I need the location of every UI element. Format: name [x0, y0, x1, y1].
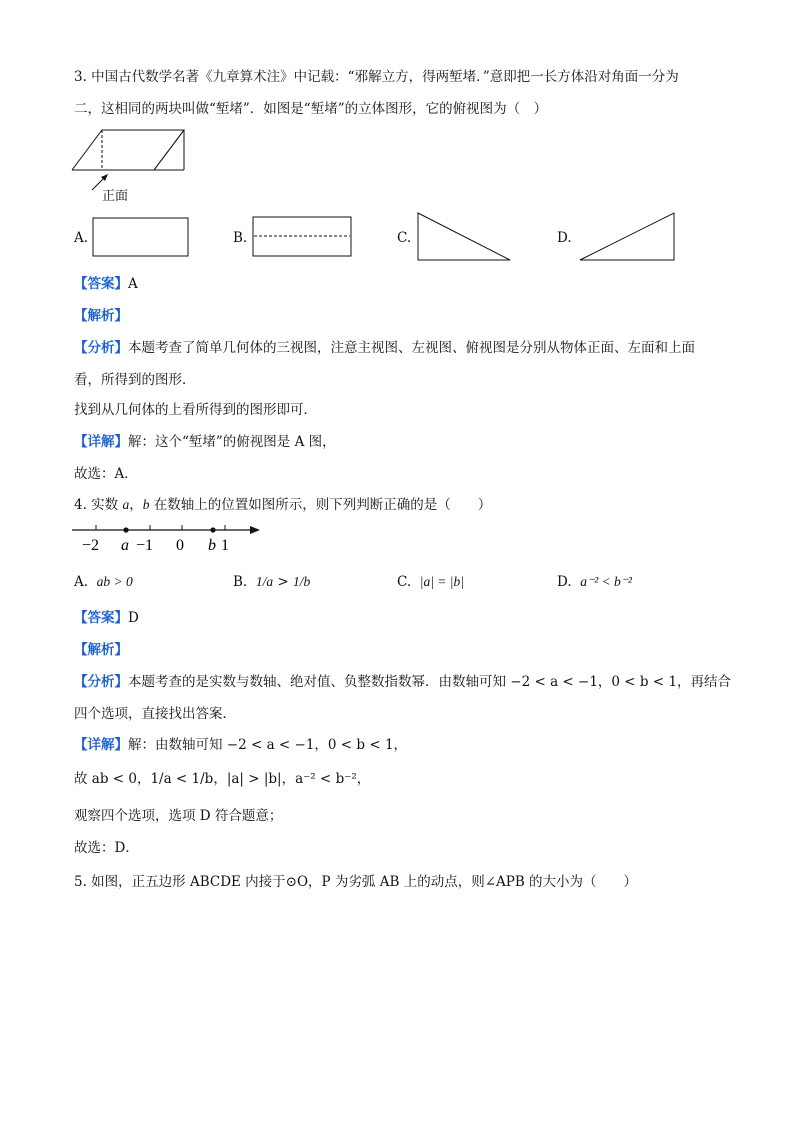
- q4-fenxi-text1: 本题考查的是实数与数轴、绝对值、负整数指数幂．由数轴可知 −2 < a < −1，0 < b < 1，再结合: [128, 674, 732, 690]
- q3-option-c-figure: [416, 211, 513, 263]
- q4-fenxi-line1: [74, 673, 731, 691]
- q4-stem: [74, 496, 491, 514]
- q3-fenxi-line1: [74, 339, 695, 357]
- q4-option-c-label: C.: [397, 574, 412, 590]
- q4-detail-line3: 观察四个选项，选项 D 符合题意；: [74, 808, 283, 824]
- q4-option-d-label: D.: [557, 574, 572, 590]
- q4-stem-end: 在数轴上的位置如图所示，则下列判断正确的是（ ）: [149, 497, 492, 513]
- q4-option-d: [557, 573, 632, 591]
- q4-option-b: B. 1/a > 1/b: [233, 574, 311, 590]
- q4-fenxi-tag: 【分析】: [74, 674, 128, 690]
- q3-fenxi-line2: 看，所得到的图形．: [74, 372, 196, 388]
- q3-answer: [74, 275, 138, 293]
- q3-stem-line1: 3. 中国古代数学名著《九章算术注》中记载：“邪解立方，得两堑堵．”意即把一长方体沿对角面一分为: [74, 69, 679, 85]
- q4-conclusion: 故选：D．: [74, 840, 139, 856]
- q4-option-b-left: 1/a: [255, 574, 274, 589]
- q3-fenxi-tag: 【分析】: [74, 340, 128, 356]
- q4-option-a-math: ab > 0: [96, 574, 133, 589]
- q3-analysis-tag: 【解析】: [74, 308, 128, 324]
- q3-answer-tag: 【答案】: [74, 276, 128, 292]
- q4-detail-text1: 解：由数轴可知 −2 < a < −1，0 < b < 1，: [128, 737, 408, 753]
- axis-label-neg1: −1: [136, 537, 154, 554]
- q4-option-c-math: |a| = |b|: [419, 574, 464, 589]
- q4-detail-tag: 【详解】: [74, 737, 128, 753]
- q4-stem-var-b: b: [142, 497, 150, 512]
- axis-label-0: 0: [176, 537, 184, 554]
- q3-option-d-label: D.: [557, 230, 572, 246]
- q4-analysis-tag: 【解析】: [74, 642, 128, 658]
- q5-stem: 5. 如图，正五边形 ABCDE 内接于⊙O，P 为劣弧 AB 上的动点，则∠APB 的大小为（ ）: [74, 874, 638, 890]
- q3-detail-tag: 【详解】: [74, 434, 128, 450]
- axis-label-neg2: −2: [82, 537, 100, 554]
- q3-conclusion: 故选：A．: [74, 466, 138, 482]
- q4-option-d-math: a⁻² < b⁻²: [580, 574, 632, 589]
- q3-detail-line: [74, 433, 336, 451]
- q4-analysis-heading: [74, 641, 128, 659]
- q4-detail-line1: [74, 736, 407, 754]
- q4-option-c: [397, 573, 464, 591]
- q4-option-b-right: 1/b: [292, 574, 311, 589]
- q4-fenxi-line2: 四个选项，直接找出答案．: [74, 706, 236, 722]
- q4-option-a-label: A.: [74, 574, 89, 590]
- q3-stem-line2: 二，这相同的两块叫做“堑堵”．如图是“堑堵”的立体图形，它的俯视图为（ ）: [74, 101, 548, 117]
- axis-label-1: 1: [221, 537, 229, 554]
- q4-detail-line2: 故 ab < 0，1/a < 1/b，|a| > |b|，a⁻² < b⁻²，: [74, 771, 371, 787]
- q3-prism-figure: [70, 128, 200, 206]
- q4-stem-start: 4. 实数: [74, 497, 119, 513]
- q4-answer-tag: 【答案】: [74, 610, 128, 626]
- axis-label-b: b: [208, 537, 216, 554]
- q4-stem-comma: ，: [129, 497, 143, 513]
- q4-stem-var-a: a: [122, 497, 130, 512]
- axis-label-a: a: [121, 537, 129, 554]
- q4-option-a: [74, 573, 133, 591]
- q3-option-a-figure: [92, 217, 190, 259]
- q3-front-label: 正面: [102, 189, 129, 204]
- q3-option-c-label: C.: [397, 230, 412, 246]
- q4-option-b-label: B.: [233, 574, 248, 590]
- q3-option-b-label: B.: [233, 230, 248, 246]
- q3-fenxi-text1: 本题考查了简单几何体的三视图，注意主视图、左视图、俯视图是分别从物体正面、左面和上面: [128, 340, 695, 356]
- q4-number-line: [68, 518, 264, 558]
- q3-option-b-figure: [252, 216, 353, 259]
- q4-answer-value: D: [128, 610, 139, 626]
- q3-option-a-label: A.: [74, 230, 89, 246]
- q3-analysis-heading: [74, 307, 128, 325]
- q3-detail-text: 解：这个“堑堵”的俯视图是 A 图，: [128, 434, 336, 450]
- q4-answer: [74, 609, 139, 627]
- q3-fenxi-line3: 找到从几何体的上看所得到的图形即可．: [74, 402, 317, 418]
- q3-answer-value: A: [128, 276, 138, 292]
- q3-option-d-figure: [578, 211, 678, 263]
